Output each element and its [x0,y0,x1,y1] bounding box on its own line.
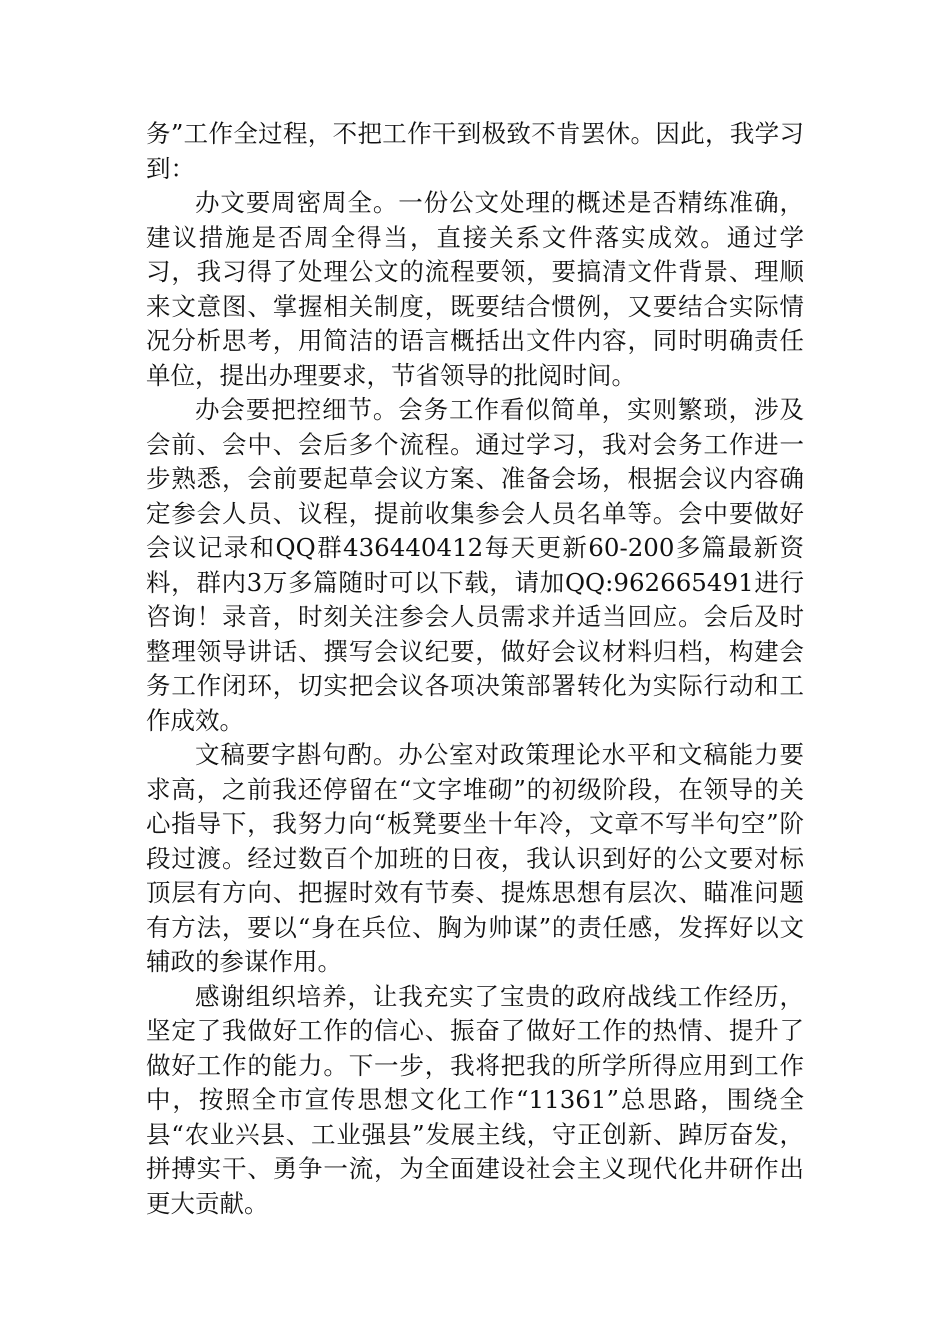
paragraph-meeting-handling: 办会要把控细节。会务工作看似简单，实则繁琐，涉及会前、会中、会后多个流程。通过学习，我对会务工作进一步熟悉，会前要起草会议方案、准备会场，根据会议内容确定参会人员、议程，提前收集参会人员名单等。会中要做好会议记录和QQ群436440412每天更新60-200多篇最新资料，群内3万多篇随时可以下载，请加QQ:962665491进行咨询！录音，时刻关注参会人员需求并适当回应。会后及时整理领导讲话、撰写会议纪要，做好会议材料归档，构建会务工作闭环，切实把会议各项决策部署转化为实际行动和工作成效。 [146,395,804,735]
paragraph-writing: 文稿要字斟句酌。办公室对政策理论水平和文稿能力要求高，之前我还停留在“文字堆砌”的初级阶段，在领导的关心指导下，我努力向“板凳要坐十年冷，文章不写半句空”阶段过渡。经过数百个加班的日夜，我认识到好的公文要对标顶层有方向、把握时效有节奏、提炼思想有层次、瞄准问题有方法，要以“身在兵位、胸为帅谋”的责任感，发挥好以文辅政的参谋作用。 [146,740,804,976]
paragraph-continuation: 务”工作全过程，不把工作干到极致不肯罢休。因此，我学习到： [146,119,804,183]
paragraph-document-handling: 办文要周密周全。一份公文处理的概述是否精练准确，建议措施是否周全得当，直接关系文件落实成效。通过学习，我习得了处理公文的流程要领，要搞清文件背景、理顺来文意图、掌握相关制度，既要结合惯例，又要结合实际情况分析思考，用简洁的语言概括出文件内容，同时明确责任单位，提出办理要求，节省领导的批阅时间。 [146,188,804,390]
paragraph-conclusion: 感谢组织培养，让我充实了宝贵的政府战线工作经历，坚定了我做好工作的信心、振奋了做好工作的热情、提升了做好工作的能力。下一步，我将把我的所学所得应用到工作中，按照全市宣传思想文化工作“11361”总思路，围绕全县“农业兴县、工业强县”发展主线，守正创新、踔厉奋发，拼搏实干、勇争一流，为全面建设社会主义现代化井研作出更大贡献。 [146,981,804,1218]
document-body [146,117,804,1221]
